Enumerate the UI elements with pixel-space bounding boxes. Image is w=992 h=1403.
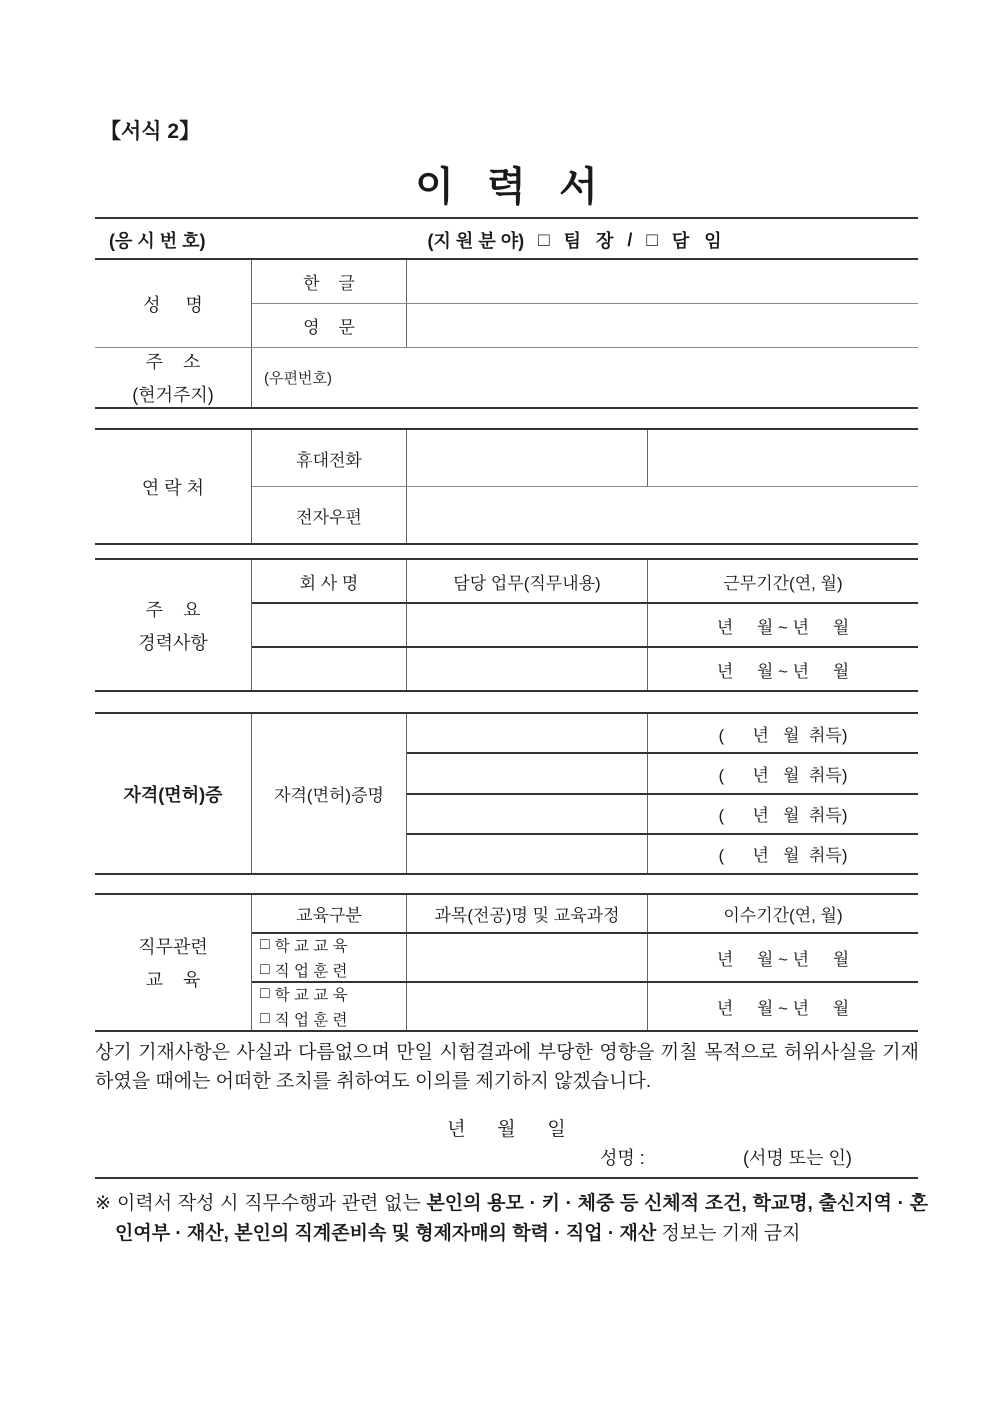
vocational-training-checkbox-1[interactable]: □ <box>260 961 270 978</box>
header-row <box>95 224 918 256</box>
name-english-row <box>252 303 918 347</box>
career-table <box>95 558 918 692</box>
education-label-line2: 교 육 <box>145 970 201 990</box>
address-label: 주 소 <box>145 352 201 372</box>
name-english-label: 영 문 <box>252 304 407 347</box>
apply-field-group <box>428 227 722 253</box>
completion-period-2[interactable]: 년 월 ~ 년 월 <box>716 999 850 1018</box>
homeroom-label: 담 임 <box>671 231 722 251</box>
school-education-checkbox-2[interactable]: □ <box>260 985 270 1002</box>
name-korean-label: 한 글 <box>252 260 407 303</box>
duty-input-1[interactable] <box>407 604 648 646</box>
career-header-row <box>252 560 918 602</box>
school-education-label: 학 교 교 육 <box>274 987 348 1004</box>
license-acquired-2[interactable]: ( 년 월 취득) <box>718 765 848 785</box>
signature-rule <box>95 1177 918 1179</box>
team-leader-label: 팀 장 <box>563 231 614 251</box>
name-group <box>95 260 918 347</box>
email-input[interactable] <box>407 487 918 543</box>
license-name-label: 자격(면허)증명 <box>252 714 407 873</box>
subject-column-header: 과목(전공)명 및 교육과정 <box>407 895 648 932</box>
company-input-2[interactable] <box>252 648 407 690</box>
license-input-1[interactable] <box>407 714 648 752</box>
form-number-label: 【서식 2】 <box>100 120 201 143</box>
name-english-input[interactable] <box>407 304 918 347</box>
license-acquired-3[interactable]: ( 년 월 취득) <box>718 806 848 826</box>
mobile-label: 휴대전화 <box>252 430 407 486</box>
name-korean-input[interactable] <box>407 260 918 303</box>
license-acquired-1[interactable]: ( 년 월 취득) <box>718 725 848 745</box>
team-leader-checkbox[interactable]: □ <box>538 229 550 251</box>
note-bold-text: 본인의 용모 · 키 · 체중 등 신체적 조건, 학교명, 출신지역 · 혼인여부 · 재산, 본인의 직계존비속 및 형제자매의 학력 · 직업 · 재산 <box>115 1193 928 1244</box>
education-row <box>252 932 918 981</box>
license-label: 자격(면허)증 <box>95 714 252 873</box>
license-row <box>407 793 918 833</box>
address-sublabel: (현거주지) <box>132 385 214 405</box>
license-row <box>407 714 918 752</box>
note-marker: ※ <box>95 1193 118 1214</box>
signature-seal-note: (서명 또는 인) <box>743 1148 852 1168</box>
work-period-column-header: 근무기간(연, 월) <box>723 573 843 593</box>
career-row <box>252 646 918 690</box>
subject-input-1[interactable] <box>407 934 648 981</box>
note-prefix: 이력서 작성 시 직무수행과 관련 없는 <box>117 1193 427 1214</box>
name-korean-row <box>252 260 918 303</box>
homeroom-checkbox[interactable]: □ <box>646 229 658 251</box>
education-type-header: 교육구분 <box>252 895 407 932</box>
duty-column-header: 담당 업무(직무내용) <box>407 560 648 602</box>
career-label-line1: 주 요 <box>145 599 201 620</box>
email-row <box>252 486 918 543</box>
company-input-1[interactable] <box>252 604 407 646</box>
declaration-text: 상기 기재사항은 사실과 다름없으며 만일 시험결과에 부당한 영향을 끼칠 목적으로 허위사실을 기재하였을 때에는 어떠한 조치를 취하여도 이의를 제기하지 않겠습니다. <box>95 1042 919 1092</box>
completion-period-header: 이수기간(연, 월) <box>723 906 843 925</box>
duty-input-2[interactable] <box>407 648 648 690</box>
work-period-2[interactable]: 년 월 ~ 년 월 <box>716 661 850 681</box>
education-header-row <box>252 895 918 932</box>
license-table <box>95 712 918 875</box>
school-education-label: 학 교 교 육 <box>274 938 348 955</box>
license-acquired-4[interactable]: ( 년 월 취득) <box>718 846 848 866</box>
contact-label: 연 락 처 <box>95 430 252 543</box>
exam-number-label: (응 시 번 호) <box>109 231 206 251</box>
vocational-training-label: 직 업 훈 련 <box>274 963 348 980</box>
license-input-3[interactable] <box>407 795 648 833</box>
name-address-table <box>95 258 918 409</box>
license-row <box>407 752 918 792</box>
signature-name-label[interactable]: 성명 : <box>600 1148 645 1168</box>
vocational-training-checkbox-2[interactable]: □ <box>260 1010 270 1027</box>
title-rule <box>95 217 918 219</box>
postal-code-label: (우편번호) <box>264 370 332 387</box>
mobile-input-2[interactable] <box>648 430 918 486</box>
career-row <box>252 602 918 646</box>
education-table <box>95 893 918 1032</box>
education-row <box>252 981 918 1030</box>
license-input-4[interactable] <box>407 835 648 873</box>
date-line[interactable]: 년 월 일 <box>447 1119 566 1140</box>
license-row <box>407 833 918 873</box>
address-row <box>95 347 918 407</box>
education-label-line1: 직무관련 <box>138 937 208 957</box>
completion-period-1[interactable]: 년 월 ~ 년 월 <box>716 950 850 969</box>
license-input-2[interactable] <box>407 754 648 792</box>
address-input[interactable] <box>252 348 918 407</box>
career-label-line2: 경력사항 <box>138 632 208 653</box>
school-education-checkbox-1[interactable]: □ <box>260 936 270 953</box>
mobile-row <box>252 430 918 486</box>
footer-note <box>95 1189 928 1249</box>
email-label: 전자우편 <box>252 487 407 543</box>
vocational-training-label: 직 업 훈 련 <box>274 1012 348 1029</box>
page-title: 이 력 서 <box>415 165 598 209</box>
mobile-input-1[interactable] <box>407 430 648 486</box>
subject-input-2[interactable] <box>407 983 648 1030</box>
option-separator: / <box>627 229 633 250</box>
note-suffix: 정보는 기재 금지 <box>656 1223 801 1244</box>
name-label: 성 명 <box>95 260 252 347</box>
signature-row <box>95 1144 918 1168</box>
company-column-header: 회 사 명 <box>252 560 407 602</box>
contact-table <box>95 428 918 545</box>
apply-field-label: (지 원 분 야) <box>427 231 525 251</box>
work-period-1[interactable]: 년 월 ~ 년 월 <box>716 617 850 637</box>
